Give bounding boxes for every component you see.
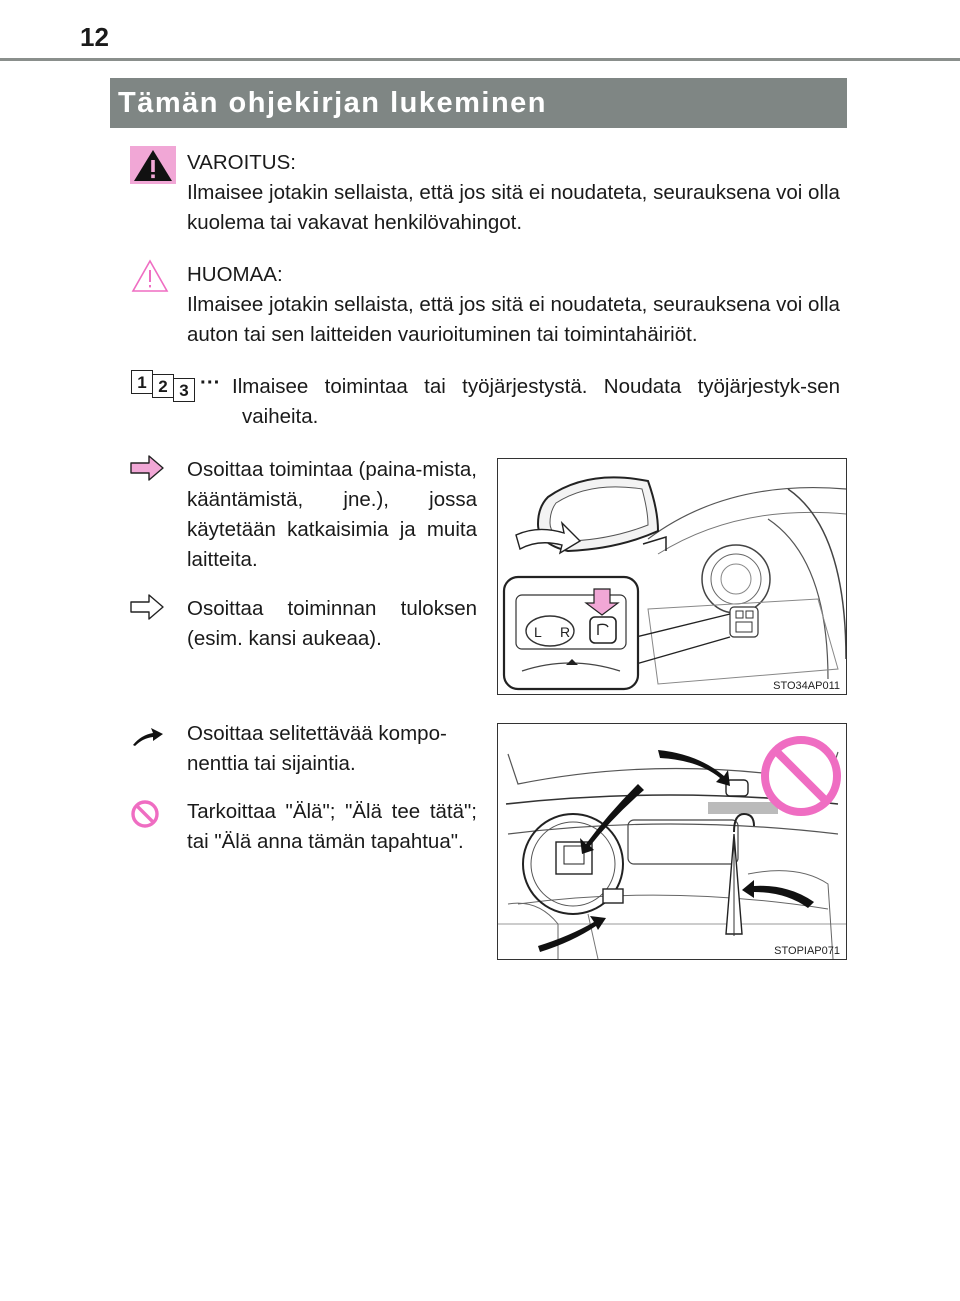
step-number-2: 2	[152, 374, 174, 398]
step-numbers-icon	[131, 370, 201, 404]
mirror-control-figure	[497, 458, 847, 695]
component-text: Osoittaa selitettävää kompo-nenttia tai sijaintia.	[187, 722, 447, 775]
component-pointer-icon	[131, 725, 165, 747]
section-title: Tämän ohjekirjan lukeminen	[110, 78, 847, 128]
action-arrow-icon	[130, 455, 164, 481]
mirror-illustration	[498, 459, 846, 694]
result-text: Osoittaa toiminnan tuloksen (esim. kansi aukeaa).	[187, 597, 477, 650]
caution-icon	[130, 258, 170, 294]
mirror-label-left: L	[534, 624, 542, 640]
cabin-illustration	[498, 724, 846, 959]
step-ellipsis: ···	[200, 371, 221, 394]
step-number-1: 1	[131, 370, 153, 394]
step-number-3: 3	[173, 378, 195, 402]
notice-heading: HUOMAA:	[187, 263, 283, 286]
figure-code-prohibition: STOPIAP071	[774, 945, 840, 957]
mirror-label-right: R	[560, 624, 571, 640]
top-rule	[0, 58, 960, 61]
notice-text: Ilmaisee jotakin sellaista, että jos sitä ei noudateta, seurauksena voi olla auton tai sen laitteiden vaurioituminen tai toimintahäiriöt.	[187, 293, 840, 346]
warning-heading: VAROITUS:	[187, 151, 296, 174]
page-number: 12	[80, 22, 109, 52]
steps-text: Ilmaisee toimintaa tai työjärjestystä. Noudata työjärjestyk-sen vaiheita.	[232, 375, 840, 428]
figure-code-mirror: STO34AP011	[773, 680, 840, 692]
action-text: Osoittaa toimintaa (paina-mista, kääntämistä, jne.), jossa käytetään katkaisimia ja muita laitteita.	[187, 458, 477, 571]
warning-text: Ilmaisee jotakin sellaista, että jos sitä ei noudateta, seurauksena voi olla kuolema tai vakavat henkilövahingot.	[187, 181, 840, 234]
result-arrow-icon	[130, 594, 164, 620]
prohibited-text: Tarkoittaa "Älä"; "Älä tee tätä"; tai "Älä anna tämän tapahtua".	[187, 800, 477, 853]
prohibited-icon	[130, 799, 160, 829]
warning-icon	[130, 146, 176, 184]
prohibition-figure	[497, 723, 847, 960]
